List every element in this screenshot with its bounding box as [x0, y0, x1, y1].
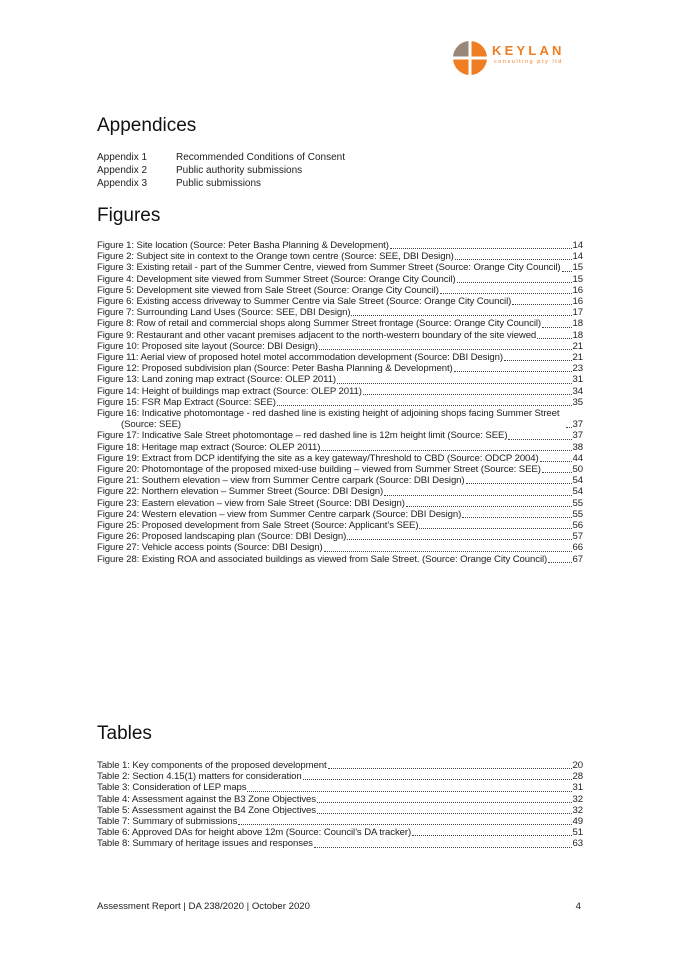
appendix-number: Appendix 3 — [97, 178, 148, 189]
dot-leader — [317, 801, 572, 803]
dot-leader — [562, 270, 572, 272]
table-entry-page: 32 — [572, 804, 583, 816]
table-entry[interactable] — [97, 794, 583, 805]
dot-leader — [384, 494, 571, 496]
appendix-item — [97, 164, 577, 177]
figure-entry[interactable] — [97, 442, 583, 453]
figure-entry-page: 44 — [572, 452, 583, 464]
figure-entry-page: 50 — [572, 464, 583, 476]
appendices-list — [97, 151, 577, 190]
table-entry[interactable] — [97, 827, 583, 838]
table-entry-page: 63 — [572, 838, 583, 850]
appendix-title: Public submissions — [176, 178, 262, 189]
figure-entry[interactable] — [97, 486, 583, 497]
dot-leader — [238, 823, 571, 825]
figure-entry[interactable] — [97, 307, 583, 318]
figure-entry-title: Figure 15: FSR Map Extract (Source: SEE) — [97, 396, 276, 408]
table-entry-page: 51 — [572, 827, 583, 839]
appendix-number: Appendix 1 — [97, 152, 148, 163]
figure-entry[interactable] — [97, 430, 583, 441]
figure-entry[interactable] — [97, 498, 583, 509]
figure-entry-title: Figure 18: Heritage map extract (Source: OLEP 2011) — [97, 441, 321, 453]
table-entry-page: 31 — [572, 782, 583, 794]
table-entry-page: 32 — [572, 793, 583, 805]
figure-entry-page: 18 — [572, 329, 583, 341]
appendix-number: Appendix 2 — [97, 165, 148, 176]
figure-entry[interactable] — [97, 274, 583, 285]
dot-leader — [542, 471, 572, 473]
figure-entry[interactable] — [97, 374, 583, 385]
figure-entry[interactable] — [97, 408, 583, 430]
table-entry[interactable] — [97, 760, 583, 771]
appendix-title: Public authority submissions — [176, 165, 303, 176]
figure-entry-page: 31 — [572, 374, 583, 386]
dot-leader — [512, 303, 571, 305]
table-entry-title: Table 4: Assessment against the B3 Zone Objectives — [97, 793, 316, 805]
figure-entry-page: 54 — [572, 486, 583, 498]
figure-entry-page: 66 — [572, 542, 583, 554]
figure-entry-title: Figure 17: Indicative Sale Street photomontage – red dashed line is 12m height limit (Source: SEE) — [97, 430, 508, 442]
table-entry-title: Table 2: Section 4.15(1) matters for consideration — [97, 771, 302, 783]
figure-entry-title: Figure 27: Vehicle access points (Source: DBI Design) — [97, 542, 323, 554]
figure-entry-title: Figure 11: Aerial view of proposed hotel motel accommodation development (Source: DBI Design) — [97, 352, 503, 364]
dot-leader — [566, 426, 572, 428]
figure-entry[interactable] — [97, 509, 583, 520]
figure-entry-page: 21 — [572, 352, 583, 364]
dot-leader — [390, 247, 572, 249]
figure-entry-title: Figure 19: Extract from DCP identifying the site as a key gateway/Threshold to CBD (Source: ODCP 2004) — [97, 452, 539, 464]
table-entry-title: Table 1: Key components of the proposed development — [97, 760, 327, 771]
table-entry[interactable] — [97, 805, 583, 816]
logo-name: KEYLAN — [492, 43, 565, 58]
figure-entry[interactable] — [97, 318, 583, 329]
figure-entry-page: 16 — [572, 284, 583, 296]
figure-entry-title: Figure 14: Height of buildings map extract (Source: OLEP 2011) — [97, 385, 362, 397]
dot-leader — [540, 460, 572, 462]
figure-entry-title: Figure 9: Restaurant and other vacant premises adjacent to the north-western boundary of the site viewed — [97, 329, 537, 341]
figure-entry-page: 23 — [572, 363, 583, 375]
figure-entry-title: Figure 6: Existing access driveway to Summer Centre via Sale Street (Source: Orange City Council) — [97, 296, 512, 308]
table-entry-title: Table 5: Assessment against the B4 Zone Objectives — [97, 804, 316, 816]
table-entry-title: Table 7: Summary of submissions — [97, 816, 238, 828]
figure-entry-page: 16 — [572, 296, 583, 308]
figure-entry-page: 67 — [572, 553, 583, 565]
figure-entry-page: 35 — [572, 396, 583, 408]
figure-entry-page: 14 — [572, 240, 583, 251]
dot-leader — [537, 337, 571, 339]
figure-entry[interactable] — [97, 531, 583, 542]
footer-page-number: 4 — [575, 901, 581, 912]
figure-entry-title: Figure 1: Site location (Source: Peter Basha Planning & Development) — [97, 240, 389, 251]
figure-entry-title: Figure 13: Land zoning map extract (Source: OLEP 2011) — [97, 374, 337, 386]
figure-entry-title: Figure 8: Row of retail and commercial shops along Summer Street frontage (Source: Orange City Council) — [97, 318, 542, 330]
appendix-title: Recommended Conditions of Consent — [176, 152, 345, 163]
dot-leader — [455, 258, 572, 260]
table-entry[interactable] — [97, 782, 583, 793]
figure-entry[interactable] — [97, 520, 583, 531]
figure-entry-title: Figure 21: Southern elevation – view from Summer Centre carpark (Source: DBI Design) — [97, 475, 465, 487]
figure-entry[interactable] — [97, 475, 583, 486]
dot-leader — [466, 482, 572, 484]
table-entry[interactable] — [97, 816, 583, 827]
figure-entry-page: 18 — [572, 318, 583, 330]
figure-entry-title: Figure 3: Existing retail - part of the Summer Centre, viewed from Summer Street (Source: Orange City Council) — [97, 262, 561, 274]
table-entry[interactable] — [97, 771, 583, 782]
dot-leader — [277, 404, 572, 406]
figures-heading: Figures — [97, 205, 161, 226]
figure-entry-page: 37 — [572, 430, 583, 442]
figure-entry-page: 15 — [572, 273, 583, 285]
figure-entry-page: 37 — [572, 419, 583, 431]
dot-leader — [548, 561, 571, 563]
dot-leader — [321, 449, 571, 451]
appendices-heading: Appendices — [97, 115, 197, 136]
dot-leader — [363, 393, 572, 395]
figure-entry[interactable] — [97, 262, 583, 273]
figure-entry[interactable] — [97, 464, 583, 475]
appendix-item — [97, 177, 577, 190]
dot-leader — [508, 438, 571, 440]
logo-tagline: consulting pty ltd — [494, 59, 563, 65]
figure-entry[interactable] — [97, 251, 583, 262]
figure-entry[interactable] — [97, 363, 583, 374]
figure-entry-title: Figure 5: Development site viewed from Sale Street (Source: Orange City Council) — [97, 284, 439, 296]
figure-entry[interactable] — [97, 352, 583, 363]
figure-entry[interactable] — [97, 554, 583, 565]
tables-heading: Tables — [97, 723, 152, 744]
dot-leader — [317, 812, 572, 814]
figures-list — [97, 240, 583, 565]
figure-entry-title: Figure 4: Development site viewed from Summer Street (Source: Orange City Council) — [97, 273, 456, 285]
dot-leader — [454, 370, 572, 372]
figure-entry-page: 56 — [572, 520, 583, 532]
table-entry-page: 28 — [572, 771, 583, 783]
figure-entry[interactable] — [97, 542, 583, 553]
table-entry-title: Table 8: Summary of heritage issues and responses — [97, 838, 313, 850]
figure-entry-title: Figure 25: Proposed development from Sale Street (Source: Applicant’s SEE) — [97, 520, 419, 532]
figure-entry[interactable] — [97, 397, 583, 408]
figure-entry-title: Figure 10: Proposed site layout (Source: DBI Design) — [97, 340, 318, 352]
dot-leader — [542, 326, 572, 328]
figure-entry[interactable] — [97, 330, 583, 341]
figure-entry-page: 21 — [572, 340, 583, 352]
dot-leader — [324, 550, 572, 552]
figure-entry-page: 17 — [572, 307, 583, 319]
keylan-logo — [452, 40, 592, 76]
dot-leader — [462, 516, 571, 518]
dot-leader — [412, 834, 571, 836]
figure-entry-page: 57 — [572, 531, 583, 543]
table-entry-title: Table 6: Approved DAs for height above 12m (Source: Council’s DA tracker) — [97, 827, 412, 839]
figure-entry[interactable] — [97, 240, 583, 251]
figure-entry-page: 15 — [572, 262, 583, 274]
keylan-logo-icon — [452, 40, 488, 76]
figure-entry-title: Figure 22: Northern elevation – Summer Street (Source: DBI Design) — [97, 486, 384, 498]
dot-leader — [314, 846, 572, 848]
dot-leader — [419, 527, 571, 529]
figure-entry-page: 14 — [572, 251, 583, 263]
tables-list — [97, 760, 583, 850]
figure-entry[interactable] — [97, 453, 583, 464]
appendix-item — [97, 151, 577, 164]
dot-leader — [347, 538, 571, 540]
figure-entry-title: Figure 28: Existing ROA and associated buildings as viewed from Sale Street. (Source: Orange City Council) — [97, 553, 548, 565]
dot-leader — [247, 790, 571, 792]
figure-entry-page: 34 — [572, 385, 583, 397]
figure-entry-page: 55 — [572, 497, 583, 509]
figure-entry-page: 38 — [572, 441, 583, 453]
dot-leader — [504, 359, 572, 361]
table-entry[interactable] — [97, 838, 583, 849]
figure-entry-page: 55 — [572, 508, 583, 520]
figure-entry[interactable] — [97, 296, 583, 307]
dot-leader — [440, 292, 572, 294]
dot-leader — [328, 767, 572, 769]
table-entry-page: 49 — [572, 816, 583, 828]
figure-entry-title: Figure 23: Eastern elevation – view from Sale Street (Source: DBI Design) — [97, 497, 405, 509]
figure-entry[interactable] — [97, 341, 583, 352]
footer-text: Assessment Report | DA 238/2020 | October 2020 — [97, 901, 310, 912]
table-entry-page: 20 — [572, 760, 583, 771]
figure-entry-title: Figure 12: Proposed subdivision plan (Source: Peter Basha Planning & Development) — [97, 363, 453, 375]
figure-entry-title: Figure 24: Western elevation – view from Summer Centre carpark (Source: DBI Design) — [97, 508, 462, 520]
figure-entry-title: Figure 2: Subject site in context to the Orange town centre (Source: SEE, DBI Design) — [97, 251, 454, 263]
figure-entry[interactable] — [97, 285, 583, 296]
figure-entry-title: Figure 26: Proposed landscaping plan (Source: DBI Design) — [97, 531, 347, 543]
dot-leader — [303, 778, 572, 780]
dot-leader — [351, 314, 571, 316]
figure-entry-title: Figure 20: Photomontage of the proposed mixed-use building – viewed from Summer Street (Source: SEE) — [97, 464, 541, 476]
table-entry-title: Table 3: Consideration of LEP maps — [97, 782, 247, 794]
figure-entry[interactable] — [97, 386, 583, 397]
figure-entry-title: Figure 7: Surrounding Land Uses (Source: SEE, DBI Design) — [97, 307, 351, 319]
figure-entry-title: Figure 16: Indicative photomontage - red dashed line is existing height of adjoining shops facing Summer Street (Source: SEE) — [97, 408, 560, 431]
dot-leader — [457, 281, 572, 283]
dot-leader — [337, 382, 571, 384]
figure-entry-page: 54 — [572, 475, 583, 487]
dot-leader — [406, 505, 572, 507]
dot-leader — [319, 348, 572, 350]
